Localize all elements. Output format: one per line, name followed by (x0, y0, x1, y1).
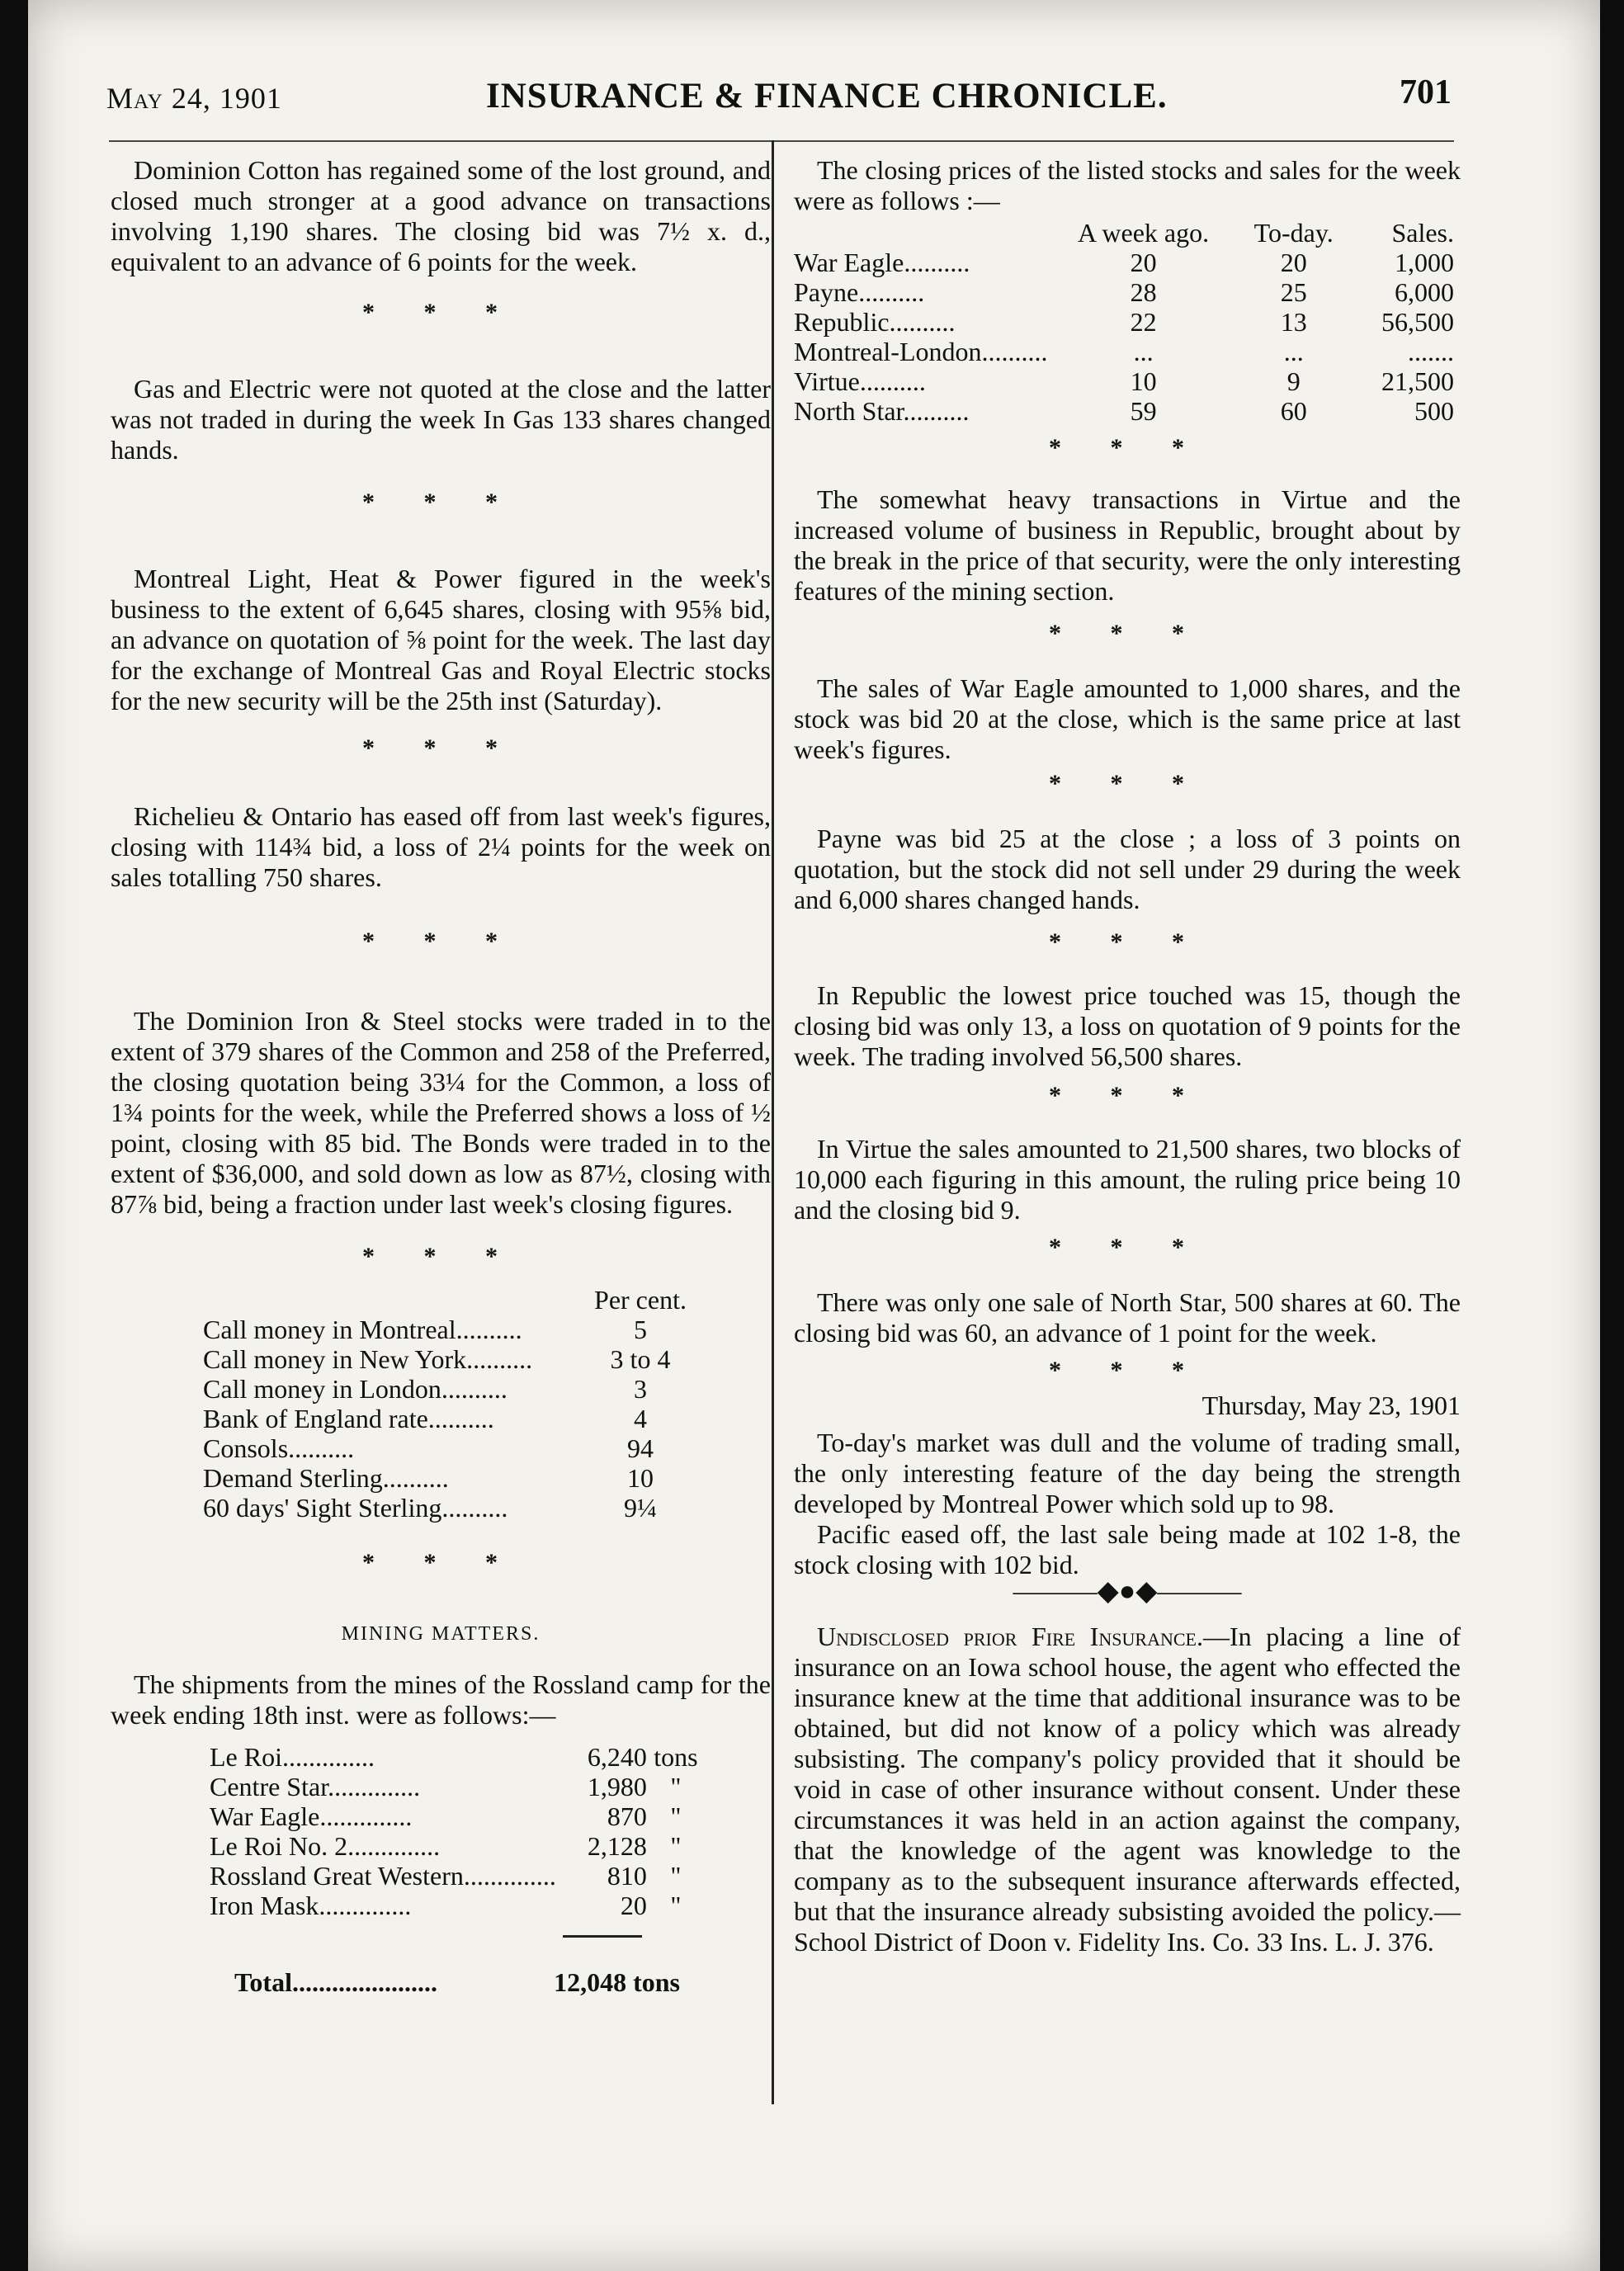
money-rate-label: Call money in New York (203, 1344, 467, 1374)
stock-row: Payne.......... 28 25 6,000 (794, 277, 1454, 307)
paragraph-todays-market: To-day's market was dull and the volume of trading small, the only interesting feature of the day being the strength developed by Montreal Power which sold up to 98. (794, 1428, 1461, 1518)
shipment-mine: Centre Star (210, 1772, 328, 1801)
money-rate-value: 9¼ (624, 1493, 657, 1523)
stock-week-ago: 59 (1130, 396, 1157, 426)
page-number: 701 (1400, 73, 1452, 111)
stock-today: ... (1283, 337, 1304, 366)
per-cent-header: Per cent. (594, 1285, 687, 1315)
stock-row: War Eagle.......... 20 20 1,000 (794, 248, 1454, 277)
shipment-amount: 810 (607, 1861, 647, 1891)
money-rate-row: Call money in London.......... 3 (203, 1374, 698, 1404)
stock-week-ago: 28 (1130, 277, 1157, 307)
money-rate-row: Demand Sterling.......... 10 (203, 1463, 698, 1493)
section-separator: * * * (362, 489, 519, 516)
shipment-row: Centre Star.............. 1,980 " (210, 1772, 705, 1801)
money-rate-value: 5 (634, 1315, 647, 1344)
section-separator: * * * (1049, 1082, 1206, 1109)
stock-week-ago: 10 (1130, 366, 1157, 396)
money-rates-table (203, 1285, 698, 1523)
shipment-unit: " (670, 1861, 682, 1891)
fire-insurance-body: —In placing a line of insurance on an Iowa school house, the agent who effected the insurance knew at the time that additional insurance was to be obtained, but did not know of a policy which was already subsisting. The company's policy provided that it should be void in case of other insurance without consent. Under these circumstances it was held in an action against the company, that the knowledge of the agent was knowledge to the company as to the subsequent insurance afterwards effected, but that the insurance already subsisting avoided the policy.—School District of Doon v. Fidelity Ins. Co. 33 Ins. L. J. 376. (794, 1622, 1461, 1957)
shipment-unit: " (670, 1891, 682, 1920)
stock-name: Montreal-London (794, 337, 982, 366)
shipment-amount: 870 (607, 1801, 647, 1831)
ornamental-rule: ———◆●◆——— (1013, 1576, 1242, 1607)
paragraph-pacific: Pacific eased off, the last sale being made at 102 1-8, the stock closing with 102 bid. (794, 1519, 1461, 1579)
money-rate-row: 60 days' Sight Sterling.......... 9¼ (203, 1493, 698, 1523)
section-separator: * * * (362, 299, 519, 326)
page-header (106, 73, 1452, 122)
publication-title: INSURANCE & FINANCE CHRONICLE. (486, 77, 1168, 116)
fire-insurance-title: Undisclosed prior Fire Insurance. (817, 1622, 1203, 1651)
stock-sales: ....... (1408, 337, 1454, 366)
col-sales: Sales. (1391, 218, 1454, 248)
stock-sales: 500 (1414, 396, 1454, 426)
money-rate-label: Bank of England rate (203, 1404, 428, 1433)
stock-sales: 21,500 (1381, 366, 1454, 396)
stock-row: Republic.......... 22 13 56,500 (794, 307, 1454, 337)
header-rule (109, 140, 1454, 142)
paragraph-virtue: In Virtue the sales amounted to 21,500 shares, two blocks of 10,000 each figuring in this amount, the ruling price being 10 and the closing bid 9. (794, 1134, 1461, 1225)
column-divider (772, 140, 774, 2104)
money-rates-header-row (203, 1285, 698, 1315)
shipment-mine: Le Roi (210, 1742, 282, 1772)
paragraph-richelieu: Richelieu & Ontario has eased off from last week's figures, closing with 114¾ bid, a loss of 2¼ points for the week on sales totalling 750 shares. (111, 801, 771, 892)
money-rate-value: 94 (627, 1433, 654, 1463)
stock-week-ago: 22 (1130, 307, 1157, 337)
stock-row: Virtue.......... 10 9 21,500 (794, 366, 1454, 396)
shipment-row: Le Roi.............. 6,240 tons (210, 1742, 705, 1772)
mining-intro: The shipments from the mines of the Rossland camp for the week ending 18th inst. were as follows:— (111, 1669, 771, 1730)
stocks-intro: The closing prices of the listed stocks and sales for the week were as follows :— (794, 155, 1461, 215)
shipment-row: Iron Mask.............. 20 " (210, 1891, 705, 1920)
col-today: To-day. (1253, 218, 1334, 248)
shipments-table (210, 1742, 705, 1920)
money-rate-row: Call money in New York.......... 3 to 4 (203, 1344, 698, 1374)
money-rate-label: Call money in Montreal (203, 1315, 456, 1344)
money-rate-row: Call money in Montreal.......... 5 (203, 1315, 698, 1344)
stock-today: 9 (1286, 366, 1301, 396)
paragraph-payne: Payne was bid 25 at the close ; a loss of 3 points on quotation, but the stock did not sell under 29 during the week and 6,000 shares changed hands. (794, 824, 1461, 914)
total-rule (563, 1935, 642, 1938)
money-rate-label: Call money in London (203, 1374, 441, 1404)
newspaper-page (28, 0, 1600, 2271)
section-separator: * * * (1049, 770, 1206, 797)
paragraph-republic: In Republic the lowest price touched was 15, though the closing bid was only 13, a loss on quotation of 9 points for the week. The trading involved 56,500 shares. (794, 980, 1461, 1071)
paragraph-war-eagle: The sales of War Eagle amounted to 1,000 shares, and the stock was bid 20 at the close, which is the same price at last week's figures. (794, 673, 1461, 764)
shipment-row: Rossland Great Western.............. 810 " (210, 1861, 705, 1891)
paragraph-dominion-iron-steel: The Dominion Iron & Steel stocks were traded in to the extent of 379 shares of the Common and 258 of the Preferred, the closing quotation being 33¼ for the Common, a loss of 1¾ points for the week, while the Preferred shows a loss of ½ point, closing with 85 bid. The Bonds were traded in to the extent of $36,000, and sold down as low as 87½, closing with 87⅞ bid, being a fraction under last week's closing figures. (111, 1006, 771, 1219)
stock-name: Virtue (794, 366, 860, 396)
shipment-row: War Eagle.............. 870 " (210, 1801, 705, 1831)
section-separator: * * * (362, 1243, 519, 1270)
money-rate-value: 10 (627, 1463, 654, 1493)
stock-name: Republic (794, 307, 890, 337)
section-separator: * * * (1049, 1234, 1206, 1261)
stock-name: War Eagle (794, 248, 904, 277)
shipment-unit: tons (654, 1742, 698, 1772)
shipment-amount: 20 (620, 1891, 647, 1920)
money-rate-row: Consols.......... 94 (203, 1433, 698, 1463)
total-value: 12,048 tons (554, 1967, 680, 1997)
section-separator: * * * (1049, 1357, 1206, 1384)
dateline: Thursday, May 23, 1901 (1201, 1390, 1461, 1420)
stock-row: North Star.......... 59 60 500 (794, 396, 1454, 426)
money-rate-value: 4 (634, 1404, 647, 1433)
stock-today: 13 (1280, 307, 1307, 337)
shipment-unit: " (670, 1831, 682, 1861)
section-separator: * * * (1049, 928, 1206, 956)
section-separator: * * * (362, 1549, 519, 1576)
right-column (794, 155, 1461, 1957)
stock-sales: 6,000 (1395, 277, 1454, 307)
paragraph-mining-features: The somewhat heavy transactions in Virtue and the increased volume of business in Republic, brought about by the break in the price of that security, were the only interesting features of the mining section. (794, 484, 1461, 606)
shipment-mine: War Eagle (210, 1801, 320, 1831)
shipment-mine: Iron Mask (210, 1891, 319, 1920)
section-separator: * * * (1049, 434, 1206, 461)
mining-matters-heading: MINING MATTERS. (341, 1623, 541, 1645)
issue-date: May 24, 1901 (106, 82, 282, 115)
shipment-mine: Rossland Great Western (210, 1861, 464, 1891)
paragraph-north-star: There was only one sale of North Star, 500 shares at 60. The closing bid was 60, an advance of 1 point for the week. (794, 1287, 1461, 1348)
total-label: Total (234, 1967, 292, 1997)
money-rate-label: Demand Sterling (203, 1463, 383, 1493)
shipment-row: Le Roi No. 2.............. 2,128 " (210, 1831, 705, 1861)
shipments-total-row: Total...................... 12,048 tons (234, 1967, 680, 1997)
money-rate-row: Bank of England rate.......... 4 (203, 1404, 698, 1433)
section-separator: * * * (1049, 620, 1206, 647)
paragraph-gas-electric: Gas and Electric were not quoted at the close and the latter was not traded in during the week In Gas 133 shares changed hands. (111, 374, 771, 465)
section-separator: * * * (362, 928, 519, 955)
paragraph-dominion-cotton: Dominion Cotton has regained some of the lost ground, and closed much stronger at a good advance on transactions involving 1,190 shares. The closing bid was 7½ x. d., equivalent to an advance of 6 points for the week. (111, 155, 771, 276)
stock-week-ago: 20 (1130, 248, 1157, 277)
stock-sales: 56,500 (1381, 307, 1454, 337)
shipment-amount: 1,980 (587, 1772, 647, 1801)
shipment-amount: 2,128 (587, 1831, 647, 1861)
section-separator: * * * (362, 734, 519, 762)
left-column (111, 155, 771, 1997)
stock-sales: 1,000 (1395, 248, 1454, 277)
stock-week-ago: ... (1133, 337, 1154, 366)
stock-today: 60 (1280, 396, 1307, 426)
stock-row: Montreal-London.......... ... ... ....... (794, 337, 1454, 366)
shipment-amount: 6,240 (587, 1742, 647, 1772)
stocks-header-row (794, 218, 1454, 248)
stocks-table (794, 218, 1454, 426)
stock-name: North Star (794, 396, 904, 426)
stock-today: 25 (1280, 277, 1307, 307)
stock-today: 20 (1280, 248, 1307, 277)
shipment-unit: " (670, 1772, 682, 1801)
article-fire-insurance (794, 1622, 1461, 1957)
stock-name: Payne (794, 277, 859, 307)
paragraph-montreal-light: Montreal Light, Heat & Power figured in the week's business to the extent of 6,645 shares, closing with 95⅝ bid, an advance on quotation of ⅝ point for the week. The last day for the exchange of Montreal Gas and Royal Electric stocks for the new security will be the 25th inst (Saturday). (111, 564, 771, 715)
shipment-mine: Le Roi No. 2 (210, 1831, 348, 1861)
money-rate-label: Consols (203, 1433, 289, 1463)
shipment-unit: " (670, 1801, 682, 1831)
money-rate-value: 3 (634, 1374, 647, 1404)
money-rate-value: 3 to 4 (610, 1344, 671, 1374)
col-week-ago: A week ago. (1078, 218, 1210, 248)
money-rate-label: 60 days' Sight Sterling (203, 1493, 442, 1523)
